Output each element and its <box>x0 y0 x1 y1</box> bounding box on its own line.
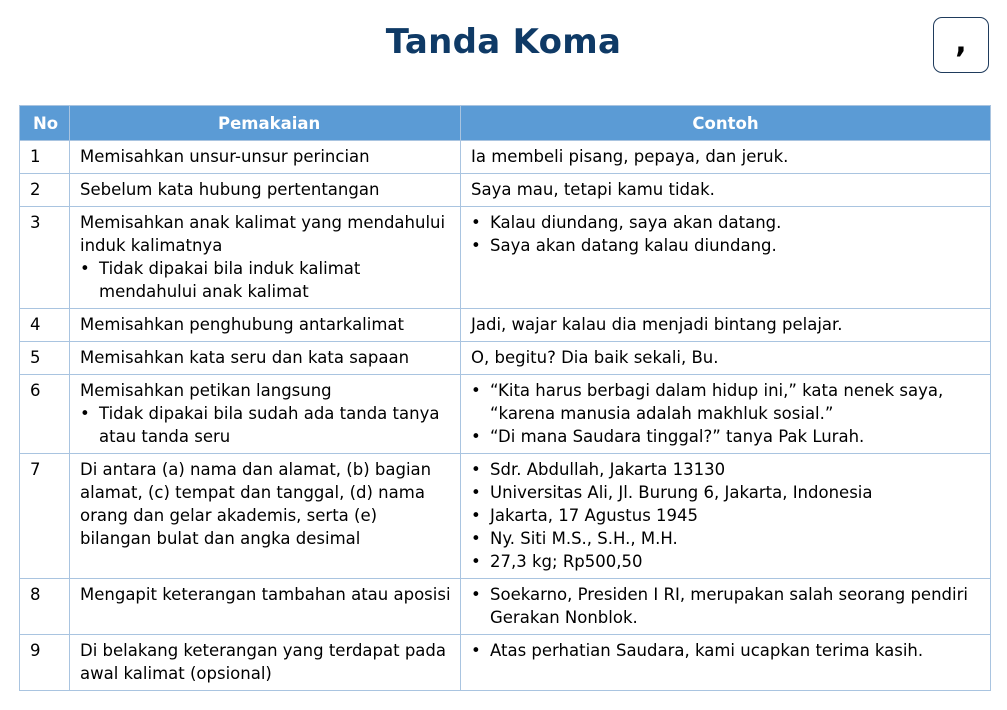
example-cell <box>461 342 991 375</box>
example-text: O, begitu? Dia baik sekali, Bu. <box>471 348 719 367</box>
usage-cell <box>70 141 461 174</box>
usage-text: Memisahkan petikan langsung <box>80 381 332 400</box>
example-cell <box>461 635 991 691</box>
example-cell <box>461 141 991 174</box>
table-row <box>20 174 991 207</box>
example-bullet: • Saya akan datang kalau diundang. <box>471 234 982 257</box>
example-bullet-list <box>471 458 982 573</box>
example-bullet-list <box>471 379 982 448</box>
page-title: Tanda Koma <box>385 22 622 62</box>
example-bullet: • Sdr. Abdullah, Jakarta 13130 <box>471 458 982 481</box>
usage-text: Memisahkan unsur-unsur perincian <box>80 147 370 166</box>
usage-text: Memisahkan kata seru dan kata sapaan <box>80 348 410 367</box>
row-number: 4 <box>20 309 70 342</box>
usage-text: Mengapit keterangan tambahan atau aposisi <box>80 585 451 604</box>
table-row <box>20 342 991 375</box>
header-example: Contoh <box>461 106 991 141</box>
usage-bullet: • Tidak dipakai bila induk kalimat mendahului anak kalimat <box>80 257 452 303</box>
usage-text: Sebelum kata hubung pertentangan <box>80 180 380 199</box>
row-number: 5 <box>20 342 70 375</box>
usage-text: Memisahkan penghubung antarkalimat <box>80 315 404 334</box>
example-bullet: • Jakarta, 17 Agustus 1945 <box>471 504 982 527</box>
usage-cell <box>70 375 461 454</box>
example-bullet: • “Kita harus berbagi dalam hidup ini,” kata nenek saya, “karena manusia adalah makhluk sosial.” <box>471 379 982 425</box>
table-header-row <box>20 106 991 141</box>
example-bullet: • Kalau diundang, saya akan datang. <box>471 211 982 234</box>
usage-cell <box>70 579 461 635</box>
example-bullet-list <box>471 583 982 629</box>
usage-cell <box>70 174 461 207</box>
example-text: Jadi, wajar kalau dia menjadi bintang pelajar. <box>471 315 843 334</box>
example-cell <box>461 579 991 635</box>
usage-bullet-list <box>80 402 452 448</box>
table-row <box>20 207 991 309</box>
usage-bullet: • Tidak dipakai bila sudah ada tanda tanya atau tanda seru <box>80 402 452 448</box>
row-number: 1 <box>20 141 70 174</box>
table-row <box>20 635 991 691</box>
usage-cell <box>70 635 461 691</box>
example-cell <box>461 454 991 579</box>
example-cell <box>461 174 991 207</box>
example-cell <box>461 207 991 309</box>
comma-usage-table <box>19 105 991 691</box>
table-row <box>20 141 991 174</box>
row-number: 8 <box>20 579 70 635</box>
header-no: No <box>20 106 70 141</box>
example-bullet: • “Di mana Saudara tinggal?” tanya Pak Lurah. <box>471 425 982 448</box>
comma-symbol-box: , <box>933 17 989 73</box>
table-row <box>20 375 991 454</box>
example-bullet-list <box>471 639 982 662</box>
usage-text: Di belakang keterangan yang terdapat pada awal kalimat (opsional) <box>80 641 447 683</box>
row-number: 6 <box>20 375 70 454</box>
row-number: 2 <box>20 174 70 207</box>
usage-cell <box>70 342 461 375</box>
usage-text: Di antara (a) nama dan alamat, (b) bagian alamat, (c) tempat dan tanggal, (d) nama orang dan gelar akademis, serta (e) bilangan bulat dan angka desimal <box>80 460 432 548</box>
example-bullet: • 27,3 kg; Rp500,50 <box>471 550 982 573</box>
table-row <box>20 454 991 579</box>
example-text: Saya mau, tetapi kamu tidak. <box>471 180 715 199</box>
example-bullet-list <box>471 211 982 257</box>
usage-cell <box>70 454 461 579</box>
header-usage: Pemakaian <box>70 106 461 141</box>
usage-cell <box>70 309 461 342</box>
example-bullet: • Soekarno, Presiden I RI, merupakan salah seorang pendiri Gerakan Nonblok. <box>471 583 982 629</box>
example-text: Ia membeli pisang, pepaya, dan jeruk. <box>471 147 789 166</box>
row-number: 9 <box>20 635 70 691</box>
example-cell <box>461 375 991 454</box>
usage-cell <box>70 207 461 309</box>
usage-text: Memisahkan anak kalimat yang mendahului induk kalimatnya <box>80 213 446 255</box>
table-row <box>20 309 991 342</box>
usage-bullet-list <box>80 257 452 303</box>
example-bullet: • Ny. Siti M.S., S.H., M.H. <box>471 527 982 550</box>
example-bullet: • Atas perhatian Saudara, kami ucapkan terima kasih. <box>471 639 982 662</box>
row-number: 7 <box>20 454 70 579</box>
example-bullet: • Universitas Ali, Jl. Burung 6, Jakarta, Indonesia <box>471 481 982 504</box>
example-cell <box>461 309 991 342</box>
table-row <box>20 579 991 635</box>
row-number: 3 <box>20 207 70 309</box>
table-body <box>20 141 991 691</box>
